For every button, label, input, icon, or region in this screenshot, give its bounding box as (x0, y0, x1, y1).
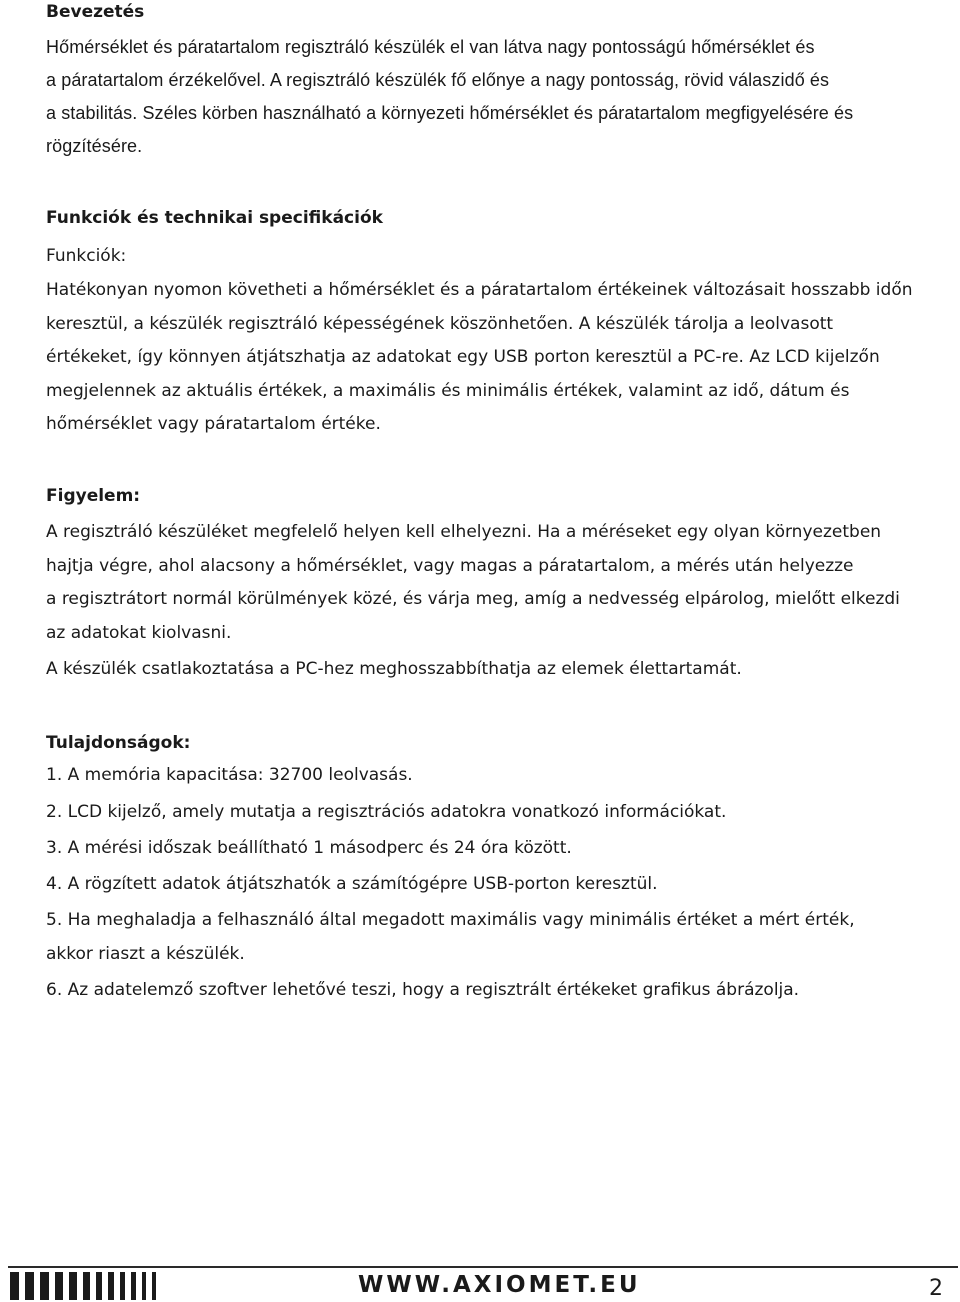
attention-heading: Figyelem: (46, 486, 141, 506)
attention-line: hajtja végre, ahol alacsony a hőmérséklet, vagy magas a páratartalom, a mérés után helyezze (46, 555, 854, 576)
attention-line: A regisztráló készüléket megfelelő helyen kell elhelyezni. Ha a méréseket egy olyan környezetben (46, 522, 882, 542)
functions-line: Hatékonyan nyomon követheti a hőmérséklet és a páratartalom értékeinek változásait hosszabb időn (46, 280, 913, 300)
list-item: 4. A rögzített adatok átjátszhatók a számítógépre USB-porton keresztül. (46, 874, 658, 894)
attention-line: az adatokat kiolvasni. (46, 622, 232, 643)
functions-line: hőmérséklet vagy páratartalom értéke. (46, 414, 381, 434)
list-item: 6. Az adatelemző szoftver lehetővé teszi, hogy a regisztrált értékeket grafikus ábrázolja. (46, 980, 800, 1000)
attention-paragraph (46, 516, 926, 650)
intro-line: a páratartalom érzékelővel. A regisztráló készülék fő előnye a nagy pontosság, rövid válaszidő és (46, 70, 830, 90)
footer-website: WWW.AXIOMET.EU (358, 1272, 641, 1298)
list-item-continuation: akkor riaszt a készülék. (46, 944, 245, 964)
functions-line: megjelennek az aktuális értékek, a maximális és minimális értékek, valamint az idő, dátum és (46, 380, 850, 401)
functions-paragraph (46, 274, 926, 442)
intro-paragraph (46, 31, 926, 163)
attention-note: A készülék csatlakoztatása a PC-hez meghosszabbíthatja az elemek élettartamát. (46, 659, 742, 679)
attention-line: a regisztrátort normál körülmények közé, és várja meg, amíg a nedvesség elpárolog, mielőtt elkezdi (46, 589, 900, 609)
list-item: 3. A mérési időszak beállítható 1 másodperc és 24 óra között. (46, 838, 572, 858)
functions-subheading: Funkciók: (46, 246, 127, 266)
list-item: 5. Ha meghaladja a felhasználó által megadott maximális vagy minimális értéket a mért érték, (46, 910, 855, 930)
functions-line: értékeket, így könnyen átjátszhatja az adatokat egy USB porton keresztül a PC-re. Az LCD kijelzőn (46, 347, 880, 367)
list-item: 2. LCD kijelző, amely mutatja a regisztrációs adatokra vonatkozó információkat. (46, 802, 727, 822)
properties-heading: Tulajdonságok: (46, 733, 191, 753)
intro-line: rögzítésére. (46, 136, 143, 156)
barcode-logo-icon (10, 1272, 162, 1300)
properties-list (46, 758, 926, 1007)
intro-line: Hőmérséklet és páratartalom regisztráló készülék el van látva nagy pontosságú hőmérséklet és (46, 37, 815, 57)
list-item: 1. A memória kapacitása: 32700 leolvasás. (46, 765, 413, 785)
intro-heading: Bevezetés (46, 2, 145, 22)
functions-heading: Funkciók és technikai specifikációk (46, 208, 383, 228)
intro-line: a stabilitás. Széles körben használható a környezeti hőmérséklet és páratartalom megfigyelésére és (46, 103, 854, 123)
footer-divider (8, 1266, 958, 1268)
functions-line: keresztül, a készülék regisztráló képességének köszönhetően. A készülék tárolja a leolvasott (46, 313, 834, 334)
page-number: 2 (929, 1276, 943, 1301)
